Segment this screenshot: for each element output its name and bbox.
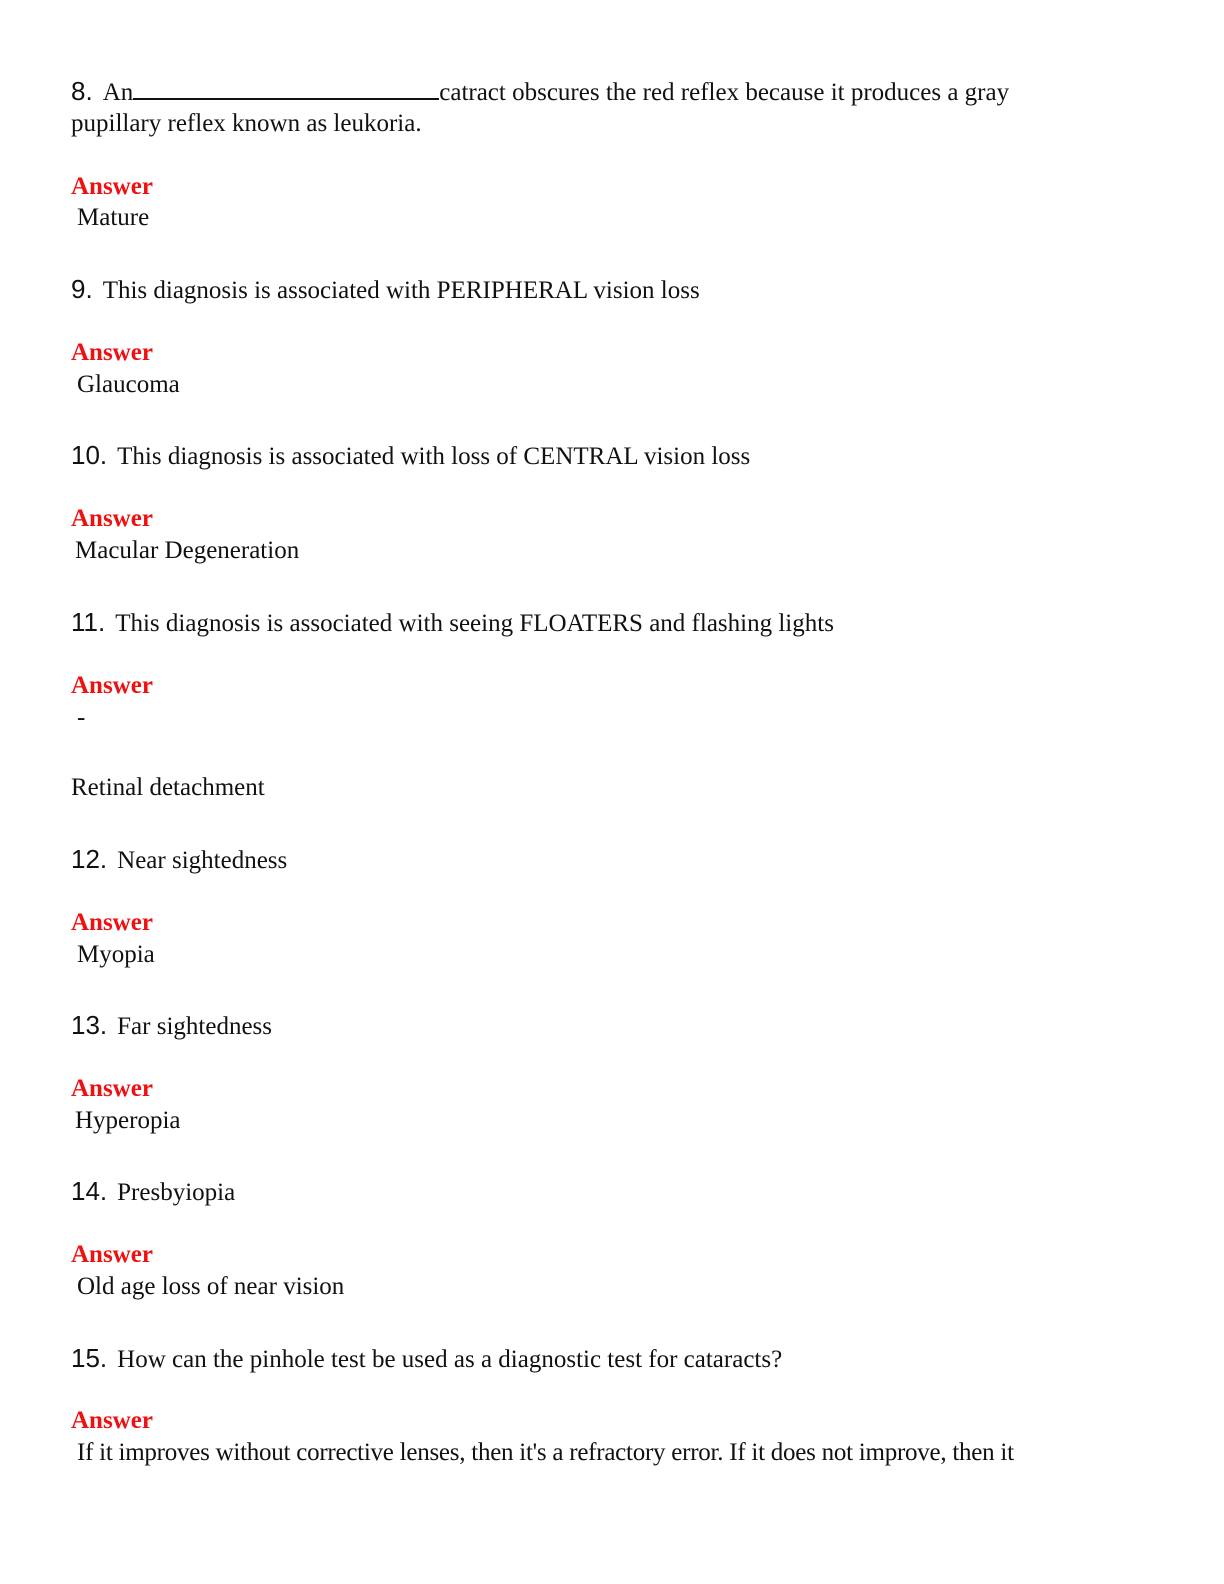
question-text: Far sightedness xyxy=(117,1013,273,1040)
answer-text: Mature xyxy=(77,204,150,231)
answer-text: Macular Degeneration xyxy=(75,537,300,564)
question-15 xyxy=(71,1343,1151,1375)
question-13 xyxy=(71,1010,1151,1042)
question-number: 10. xyxy=(71,440,108,470)
question-text: Near sightedness xyxy=(117,847,288,874)
question-12 xyxy=(71,844,1151,876)
question-number: 11. xyxy=(71,607,106,637)
answer-label: Answer xyxy=(71,173,153,200)
question-number: 14. xyxy=(71,1176,108,1206)
answer-label: Answer xyxy=(71,1407,153,1434)
question-14 xyxy=(71,1176,1151,1208)
answer-text: Glaucoma xyxy=(77,371,180,398)
fill-in-blank xyxy=(133,76,439,100)
question-number: 13. xyxy=(71,1010,108,1040)
answer-text: Myopia xyxy=(77,941,155,968)
answer-label: Answer xyxy=(71,505,153,532)
question-text: How can the pinhole test be used as a diagnostic test for cataracts? xyxy=(117,1346,783,1373)
question-text-prefix: An xyxy=(102,79,134,106)
question-text: This diagnosis is associated with seeing FLOATERS and flashing lights xyxy=(115,610,834,637)
answer-text: If it improves without corrective lenses, then it's a refractory error. If it does not improve, then it xyxy=(77,1439,1014,1466)
answer-label: Answer xyxy=(71,672,153,699)
answer-label: Answer xyxy=(71,1241,153,1268)
question-11 xyxy=(71,607,1151,639)
answer-label: Answer xyxy=(71,1075,153,1102)
question-number: 15. xyxy=(71,1343,108,1373)
question-text: This diagnosis is associated with loss of CENTRAL vision loss xyxy=(117,443,751,470)
question-text-suffix: catract obscures the red reflex because it produces a gray xyxy=(439,79,1010,106)
question-number: 9. xyxy=(71,274,93,304)
answer-text: Old age loss of near vision xyxy=(77,1273,345,1300)
answer-label: Answer xyxy=(71,909,153,936)
question-number: 12. xyxy=(71,844,108,874)
answer-dash: - xyxy=(77,704,86,731)
answer-text: Retinal detachment xyxy=(71,774,265,801)
question-text: Presbyiopia xyxy=(117,1179,236,1206)
question-8 xyxy=(71,76,1151,139)
question-text: This diagnosis is associated with PERIPHERAL vision loss xyxy=(102,277,700,304)
question-text-line2: pupillary reflex known as leukoria. xyxy=(71,110,422,137)
question-10 xyxy=(71,440,1151,472)
question-9 xyxy=(71,274,1151,306)
answer-label: Answer xyxy=(71,339,153,366)
answer-text: Hyperopia xyxy=(75,1107,181,1134)
question-number: 8. xyxy=(71,76,93,106)
